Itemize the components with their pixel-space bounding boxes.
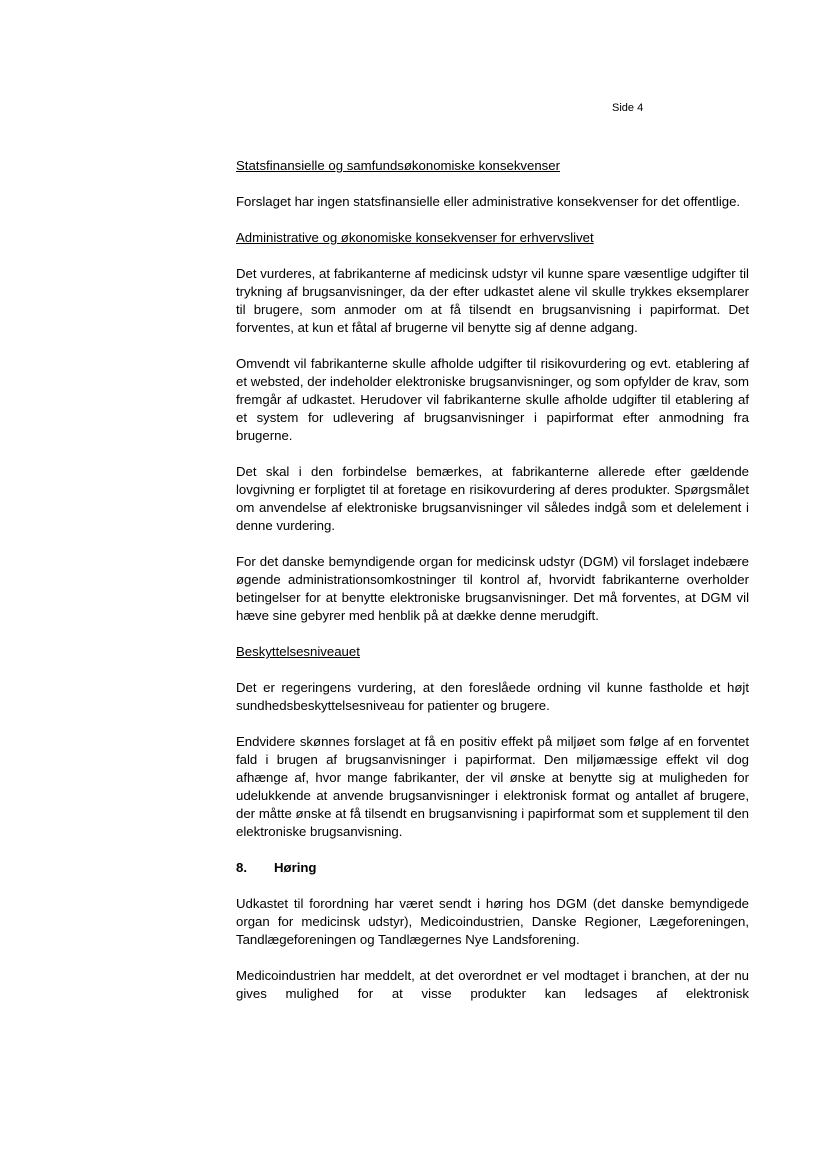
section-title-text: Høring — [274, 860, 317, 875]
paragraph: For det danske bemyndigende organ for medicinsk udstyr (DGM) vil forslaget indebære øgende administrationsomkostninger til kontrol af, hvorvidt fabrikanterne overholder betingelser for at benytte elektroniske brugsanvisninger. Det må forventes, at DGM vil hæve sine gebyrer med henblik på at dække denne merudgift. — [236, 554, 749, 623]
page-number: Side 4 — [612, 102, 644, 114]
paragraph: Det vurderes, at fabrikanterne af medicinsk udstyr vil kunne spare væsentlige udgifter til trykning af brugsanvisninger, da der efter udkastet alene vil skulle trykkes eksemplarer til brugere, som anmoder om at få tilsendt en brugsanvisning i papirformat. Det forventes, at kun et fåtal af brugerne vil benytte sig af denne adgang. — [236, 266, 749, 335]
section-title-hoering — [236, 859, 749, 877]
heading-administrative: Administrative og økonomiske konsekvenser for erhvervslivet — [236, 230, 594, 245]
heading-statsfinansielle: Statsfinansielle og samfundsøkonomiske konsekvenser — [236, 158, 560, 173]
paragraph: Det er regeringens vurdering, at den foreslåede ordning vil kunne fastholde et højt sundhedsbeskyttelsesniveau for patienter og brugere. — [236, 680, 749, 713]
paragraph: Forslaget har ingen statsfinansielle eller administrative konsekvenser for det offentlige. — [236, 194, 741, 209]
paragraph: Det skal i den forbindelse bemærkes, at fabrikanterne allerede efter gældende lovgivning er forpligtet til at foretage en risikovurdering af deres produkter. Spørgsmålet om anvendelse af elektroniske brugsanvisninger vil således indgå som et delelement i denne vurdering. — [236, 464, 749, 533]
section-number: 8. — [236, 860, 247, 875]
paragraph: Omvendt vil fabrikanterne skulle afholde udgifter til risikovurdering og evt. etablering af et websted, der indeholder elektroniske brugsanvisninger, og som opfylder de krav, som fremgår af udkastet. Herudover vil fabrikanterne skulle afholde udgifter til etablering af et system for udlevering af brugsanvisninger i papirformat efter anmodning fra brugerne. — [236, 356, 749, 443]
document-body — [236, 157, 749, 1003]
paragraph: Udkastet til forordning har været sendt i høring hos DGM (det danske bemyndigede organ for medicinsk udstyr), Medicoindustrien, Danske Regioner, Lægeforeningen, Tandlægeforeningen og Tandlægernes Nye Landsforening. — [236, 896, 749, 947]
paragraph: Medicoindustrien har meddelt, at det overordnet er vel modtaget i branchen, at der nu gives mulighed for at visse produkter kan ledsages af elektronisk — [236, 968, 749, 1001]
paragraph: Endvidere skønnes forslaget at få en positiv effekt på miljøet som følge af en forventet fald i brugen af brugsanvisninger i papirformat. Den miljømæssige effekt vil dog afhænge af, hvor mange fabrikanter, der vil ønske at benytte sig at muligheden for udelukkende at anvende brugsanvisninger i elektronisk format og antallet af brugere, der måtte ønske at få tilsendt en brugsanvisning i papirformat som et supplement til den elektroniske brugsanvisning. — [236, 734, 749, 839]
heading-beskyttelsesniveauet: Beskyttelsesniveauet — [236, 644, 360, 659]
